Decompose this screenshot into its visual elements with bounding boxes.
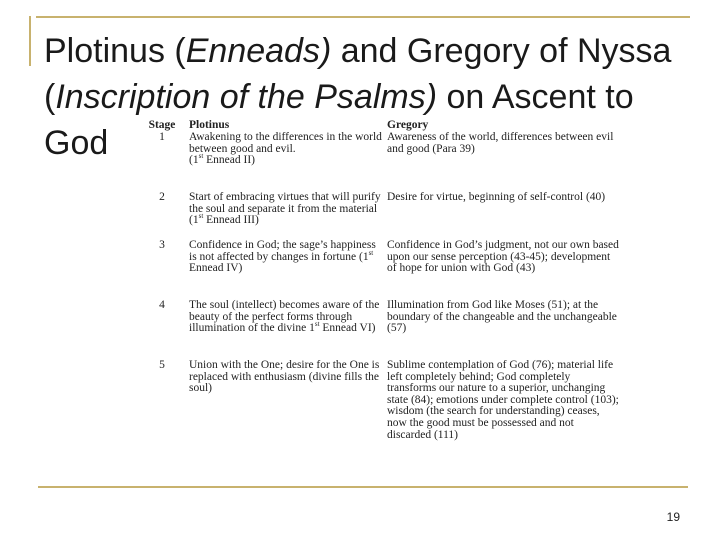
table-row <box>142 192 620 240</box>
plotinus-cell <box>189 240 384 275</box>
plotinus-cell <box>189 300 384 335</box>
title-text-3: on Ascent to God <box>44 78 634 162</box>
header-stage: Stage <box>148 119 176 131</box>
gregory-cell: Illumination from God like Moses (51); at the boundary of the changeable and the unchangeable (57) <box>387 299 617 335</box>
stage-cell: 2 <box>159 191 165 203</box>
plotinus-ref-end: Ennead IV) <box>189 262 243 275</box>
gregory-cell: Sublime contemplation of God (76); material life left completely behind; God completely transforms our nature to a superior, unchanging state (84); emotions under complete control (103); wisdom (the search for understanding) ceases, now the good must be possessed and not discarded (111) <box>387 359 619 441</box>
plotinus-ref-end: Ennead III) <box>203 214 259 227</box>
plotinus-text: Start of embracing virtues that will purify the soul and separate it from the material (1 <box>189 191 381 227</box>
table-row <box>142 240 620 300</box>
header-gregory: Gregory <box>387 119 429 131</box>
top-rule <box>36 16 690 18</box>
page-number: 19 <box>666 510 680 524</box>
title-text-1: Plotinus ( <box>44 32 186 70</box>
table-row <box>142 360 620 480</box>
plotinus-text: Confidence in God; the sage’s happiness is not affected by changes in fortune (1 <box>189 239 376 263</box>
plotinus-cell: Union with the One; desire for the One is replaced with enthusiasm (divine fills the soul) <box>189 359 380 395</box>
plotinus-ref-end: Ennead VI) <box>319 322 376 335</box>
plotinus-ref-end: Ennead II) <box>203 154 255 167</box>
stage-cell: 4 <box>159 299 165 311</box>
title-text-2: and Gregory of Nyssa ( <box>44 32 672 116</box>
left-rule <box>29 16 31 66</box>
plotinus-cell <box>189 192 384 227</box>
slide-title <box>44 28 684 166</box>
plotinus-text: The soul (intellect) becomes aware of the beauty of the perfect forms through illumination of the divine 1 <box>189 299 380 335</box>
header-plotinus: Plotinus <box>189 119 230 131</box>
plotinus-ref: (1 <box>189 154 199 167</box>
plotinus-text: Awakening to the differences in the world between good and evil. <box>189 131 382 155</box>
ascent-comparison-table <box>142 120 620 480</box>
ordinal-sup: st <box>198 152 204 161</box>
ordinal-sup: st <box>314 320 320 329</box>
stage-cell: 1 <box>159 131 165 143</box>
gregory-cell: Desire for virtue, beginning of self-control (40) <box>387 191 606 203</box>
gregory-cell: Awareness of the world, differences between evil and good (Para 39) <box>387 131 614 155</box>
table-row <box>142 300 620 360</box>
title-inscription: Inscription of the Psalms) <box>55 78 438 116</box>
stage-cell: 5 <box>159 359 165 371</box>
gregory-cell: Confidence in God’s judgment, not our own based upon our sense perception (43-45); development of hope for union with God (43) <box>387 239 619 275</box>
ordinal-sup: st <box>198 212 204 221</box>
bottom-rule <box>38 486 688 488</box>
title-enneads: Enneads) <box>185 32 332 70</box>
ordinal-sup: st <box>368 248 374 257</box>
stage-cell: 3 <box>159 239 165 251</box>
